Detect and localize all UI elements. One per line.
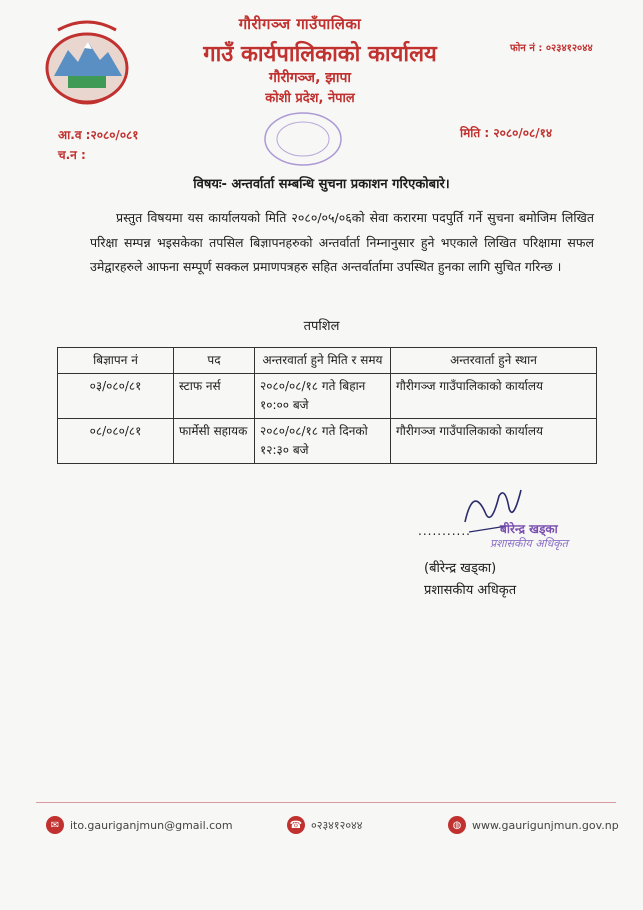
col-header-adv-no: बिज्ञापन नं [58,348,174,374]
cell-adv-no: ०३/०८०/८१ [58,374,174,419]
header-phone: फोन नं : ०२३४१२०४४ [510,43,593,54]
footer-website [448,816,619,834]
col-header-post: पद [174,348,255,374]
table-row [58,374,597,419]
col-header-datetime: अन्तरवार्ता हुने मिति र समय [255,348,391,374]
office-name-line1: गौरीगञ्ज गाउँपालिका [238,15,362,33]
table-row [58,419,597,464]
signature-dots: ........... [418,524,471,538]
interview-schedule-table [57,347,597,464]
signature-stamp-name: बीरेन्द्र खड्का [500,522,558,536]
footer-phone [287,816,362,834]
office-address-line1: गौरीगञ्ज, झापा [268,70,352,86]
office-name-line2: गाउँ कार्यपालिकाको कार्यालय [203,42,437,67]
cell-datetime: २०८०/०८/१८ गते बिहान १०:०० बजे [255,374,391,419]
dispatch-number: च.न : [58,148,86,162]
table-header-row [58,348,597,374]
footer-website-text: www.gaurigunjmun.gov.np [472,818,619,832]
footer-phone-text: ०२३४१२०४४ [311,818,363,832]
subject-line: विषयः- अन्तर्वार्ता सम्बन्धि सुचना प्रकाशन गरिएकोबारे। [193,177,450,192]
office-address-line2: कोशी प्रदेश, नेपाल [265,91,355,106]
nepal-emblem-icon [38,18,136,108]
office-stamp-icon [262,110,344,168]
cell-post: स्टाफ नर्स [174,374,255,419]
footer-email-text: ito.gauriganjmun@gmail.com [70,818,233,832]
cell-post: फार्मेसी सहायक [174,419,255,464]
fiscal-year: आ.व :२०८०/०८१ [58,128,139,142]
signatory-post: प्रशासकीय अधिकृत [424,583,517,598]
cell-adv-no: ०८/०८०/८१ [58,419,174,464]
email-icon: ✉ [46,816,64,834]
col-header-venue: अन्तरवार्ता हुने स्थान [391,348,597,374]
cell-datetime: २०८०/०८/१८ गते दिनको १२:३० बजे [255,419,391,464]
cell-venue: गौरीगञ्ज गाउँपालिकाको कार्यालय [391,419,597,464]
footer-divider [36,802,616,803]
footer-email [46,816,233,834]
table-title: तपशिल [303,319,340,334]
body-paragraph: प्रस्तुत विषयमा यस कार्यालयको मिति २०८०/०५/०६को सेवा करारमा पदपुर्ति गर्ने सुचना बमोजिम लिखित परिक्षा सम्पन्न भइसकेका तपसिल बिज्ञापनहरुको अन्तर्वार्ता निम्नानुसार हुने भएकाले लिखित परिक्षामा सफल उमेद्वारहरुले आफना सम्पूर्ण सक्कल प्रमाणपत्रहरु सहित अन्तर्वार्तामा उपस्थित हुनका लागि सुचित गरिन्छ । [90,210,594,274]
cell-venue: गौरीगञ्ज गाउँपालिकाको कार्यालय [391,374,597,419]
signature-stamp-post: प्रशासकीय अधिकृत [490,537,568,550]
letter-date: मिति : २०८०/०८/१४ [460,126,553,140]
signatory-name: (बीरेन्द्र खड्का) [424,561,497,576]
globe-icon: ◍ [448,816,466,834]
phone-icon: ☎ [287,816,305,834]
